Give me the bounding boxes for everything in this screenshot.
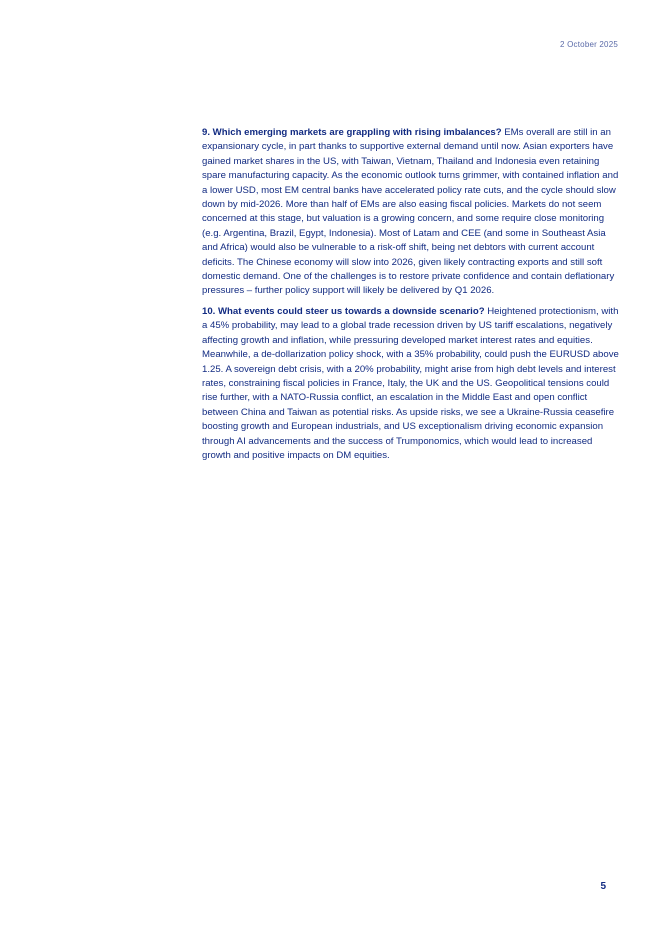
question-9-answer: EMs overall are still in an expansionary cycle, in part thanks to supportive external demand until now. Asian exporters have gained market shares in the US, with Taiwan, Vietnam, Thailand and Indonesia even retaining spare manufacturing capacity. As the economic outlook turns grimmer, with contained inflation and a lower USD, most EM central banks have accelerated policy rate cuts, and the cycle should slow down by mid-2026. More than half of EMs are also easing fiscal policies. Markets do not seem concerned at this stage, but valuation is a growing concern, and some require close monitoring (e.g. Argentina, Brazil, Egypt, Indonesia). Most of Latam and CEE (and some in Southeast Asia and Africa) would also be vulnerable to a risk-off shift, being net debtors with current account deficits. The Chinese economy will slow into 2026, given likely contracting exports and still soft domestic demand. One of the challenges is to restore private confidence and contain deflationary pressures – further policy support will likely be delivered by Q1 2026. [202, 127, 619, 297]
page-date: 2 October 2025 [560, 40, 618, 49]
page-number: 5 [600, 881, 606, 892]
question-10-paragraph [202, 305, 620, 463]
question-9-paragraph [202, 126, 620, 299]
main-content [202, 126, 620, 469]
question-9-heading: 9. Which emerging markets are grappling with rising imbalances? [202, 127, 505, 138]
question-10-answer: Heightened protectionism, with a 45% probability, may lead to a global trade recession driven by US tariff escalations, negatively affecting growth and inflation, while pressuring developed market interest rates and equities. Meanwhile, a de-dollarization policy shock, with a 35% probability, could push the EURUSD above 1.25. A sovereign debt crisis, with a 20% probability, might arise from high debt levels and interest rates, constraining fiscal policies in France, Italy, the UK and the US. Geopolitical tensions could rise further, with a NATO-Russia conflict, an escalation in the Middle East and open conflict between China and Taiwan as potential risks. As upside risks, we see a Ukraine-Russia ceasefire boosting growth and European industrials, and US exceptionalism driving economic expansion through AI advancements and the success of Trumponomics, which would lead to increased growth and positive impacts on DM equities. [202, 305, 619, 461]
question-10-heading: 10. What events could steer us towards a downside scenario? [202, 305, 488, 317]
